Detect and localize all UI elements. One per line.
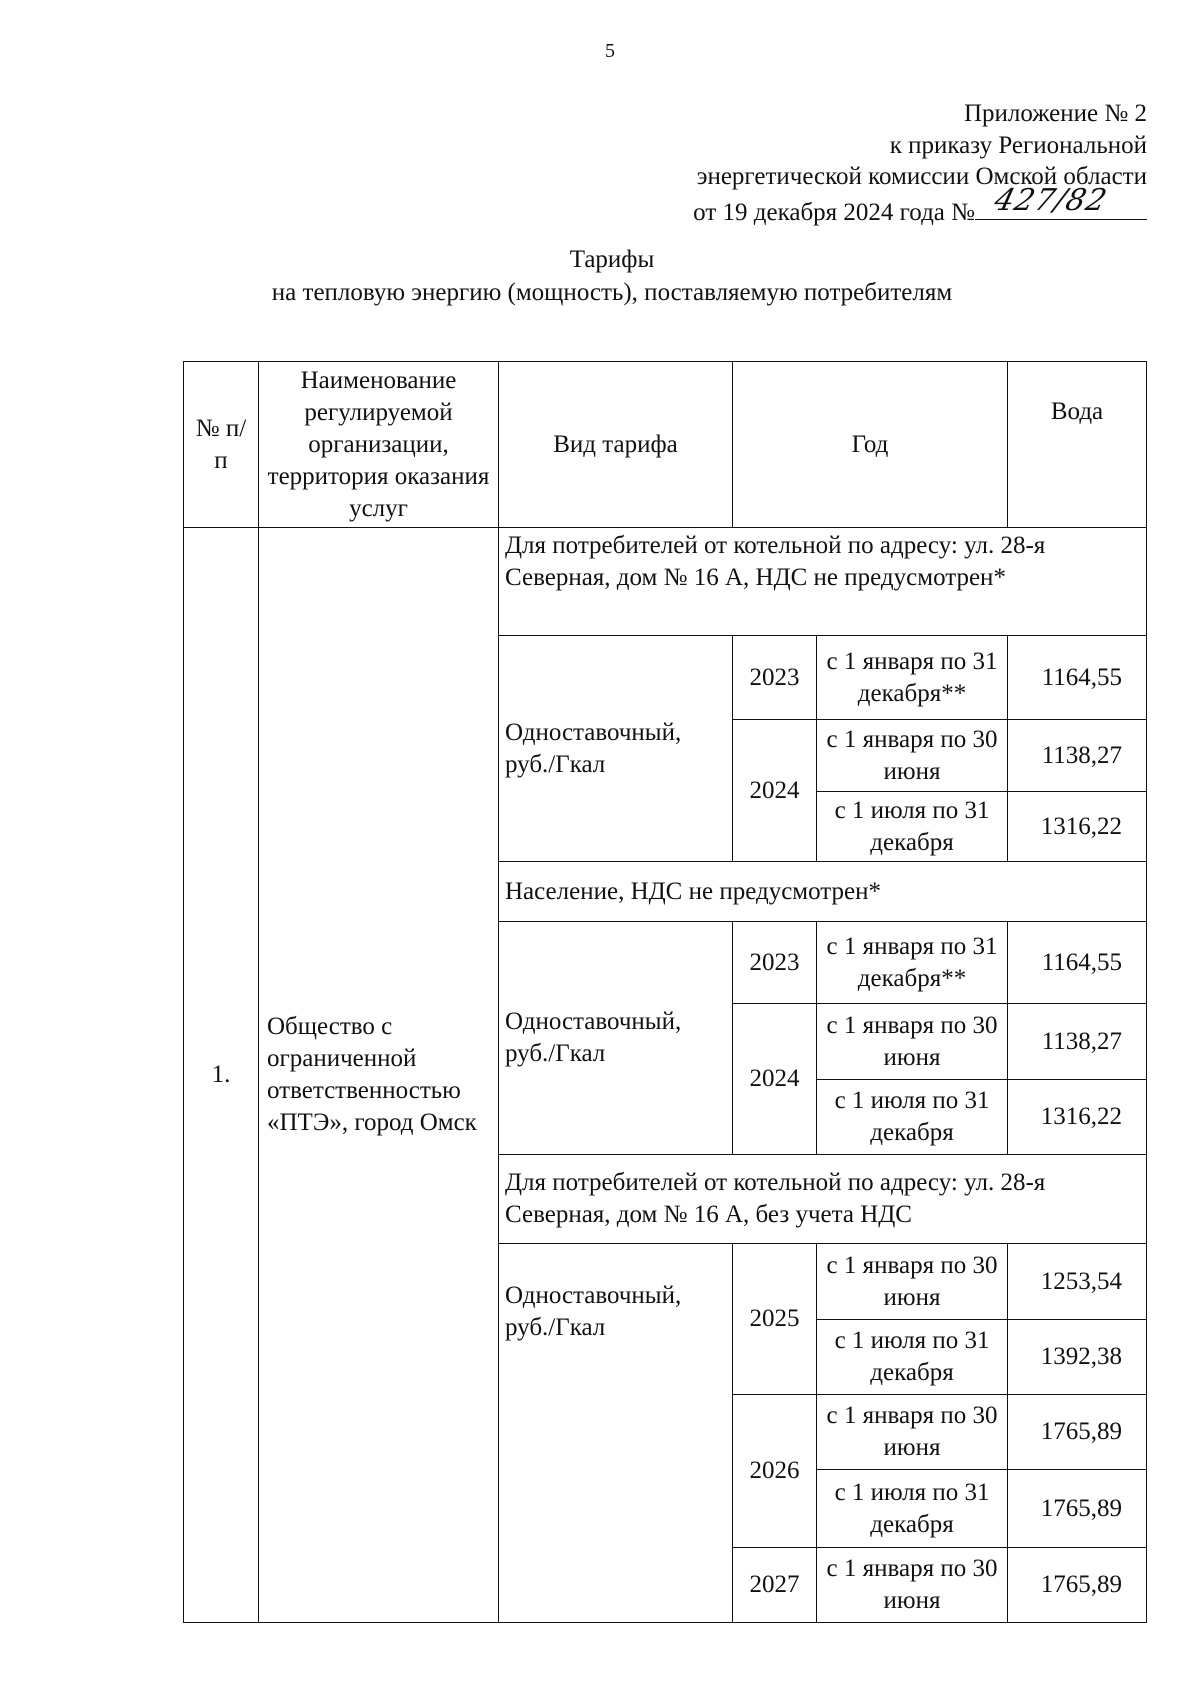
period-cell: с 1 января по 31 декабря** xyxy=(817,636,1008,720)
document-title xyxy=(0,243,1200,309)
period-cell: с 1 июля по 31 декабря xyxy=(817,792,1008,862)
period-cell: с 1 июля по 31 декабря xyxy=(817,1080,1008,1155)
appendix-line-1: Приложение № 2 xyxy=(963,100,1147,127)
period-cell: с 1 января по 30 июня xyxy=(817,1395,1008,1470)
water-value: 1164,55 xyxy=(1008,922,1147,1004)
period-cell: с 1 января по 30 июня xyxy=(817,1548,1008,1623)
tariff-type: Одноставочный, руб./Гкал xyxy=(499,922,733,1155)
table-header-row xyxy=(184,362,1147,528)
order-date-text: от 19 декабря 2024 года № xyxy=(693,198,975,226)
organization-name: Общество с ограниченной ответственностью «ПТЭ», город Омск xyxy=(259,528,499,1623)
appendix-line-2: к приказу Региональной xyxy=(889,131,1147,159)
water-value: 1138,27 xyxy=(1008,720,1147,792)
section-heading: Население, НДС не предусмотрен* xyxy=(499,862,1147,922)
appendix-block xyxy=(693,98,1147,228)
appendix-line-4 xyxy=(693,182,1147,229)
title-line-1: Тарифы xyxy=(569,246,655,273)
header-number: № п/п xyxy=(184,362,259,528)
period-cell: с 1 января по 30 июня xyxy=(817,1244,1008,1320)
water-value: 1164,55 xyxy=(1008,636,1147,720)
header-year: Год xyxy=(733,362,1008,528)
water-value: 1392,38 xyxy=(1008,1320,1147,1395)
title-line-2: на тепловую энергию (мощность), поставляемую потребителям xyxy=(271,279,953,306)
water-value: 1316,22 xyxy=(1008,792,1147,862)
tariff-table xyxy=(183,361,1147,1623)
year-cell: 2024 xyxy=(733,1004,817,1155)
water-value: 1316,22 xyxy=(1008,1080,1147,1155)
order-number-field xyxy=(975,182,1147,220)
section-heading: Для потребителей от котельной по адресу: ул. 28-я Северная, дом № 16 А, без учета НДС xyxy=(499,1155,1147,1244)
header-tariff-type: Вид тарифа xyxy=(499,362,733,528)
water-value: 1253,54 xyxy=(1008,1244,1147,1320)
year-cell: 2027 xyxy=(733,1548,817,1623)
tariff-type: Одноставочный, руб./Гкал xyxy=(499,636,733,862)
section-heading: Для потребителей от котельной по адресу: ул. 28-я Северная, дом № 16 А, НДС не предусмотрен* xyxy=(499,528,1147,636)
water-value: 1765,89 xyxy=(1008,1395,1147,1470)
period-cell: с 1 июля по 31 декабря xyxy=(817,1470,1008,1548)
section-heading-row xyxy=(184,528,1147,636)
year-cell: 2026 xyxy=(733,1395,817,1548)
appendix-line-3: энергетической комиссии Омской области xyxy=(696,163,1147,190)
period-cell: с 1 января по 30 июня xyxy=(817,720,1008,792)
year-cell: 2025 xyxy=(733,1244,817,1395)
header-water: Вода xyxy=(1008,362,1147,528)
year-cell: 2023 xyxy=(733,922,817,1004)
page-number: 5 xyxy=(605,40,615,62)
water-value: 1138,27 xyxy=(1008,1004,1147,1080)
period-cell: с 1 января по 31 декабря** xyxy=(817,922,1008,1004)
water-value: 1765,89 xyxy=(1008,1548,1147,1623)
tariff-type: Одноставочный, руб./Гкал xyxy=(499,1244,733,1623)
period-cell: с 1 января по 30 июня xyxy=(817,1004,1008,1080)
water-value: 1765,89 xyxy=(1008,1470,1147,1548)
year-cell: 2024 xyxy=(733,720,817,862)
year-cell: 2023 xyxy=(733,636,817,720)
handwritten-order-number: 427/82 xyxy=(990,182,1111,218)
row-number: 1. xyxy=(184,528,259,1623)
period-cell: с 1 июля по 31 декабря xyxy=(817,1320,1008,1395)
header-organization: Наименование регулируемой организации, территория оказания услуг xyxy=(259,362,499,528)
